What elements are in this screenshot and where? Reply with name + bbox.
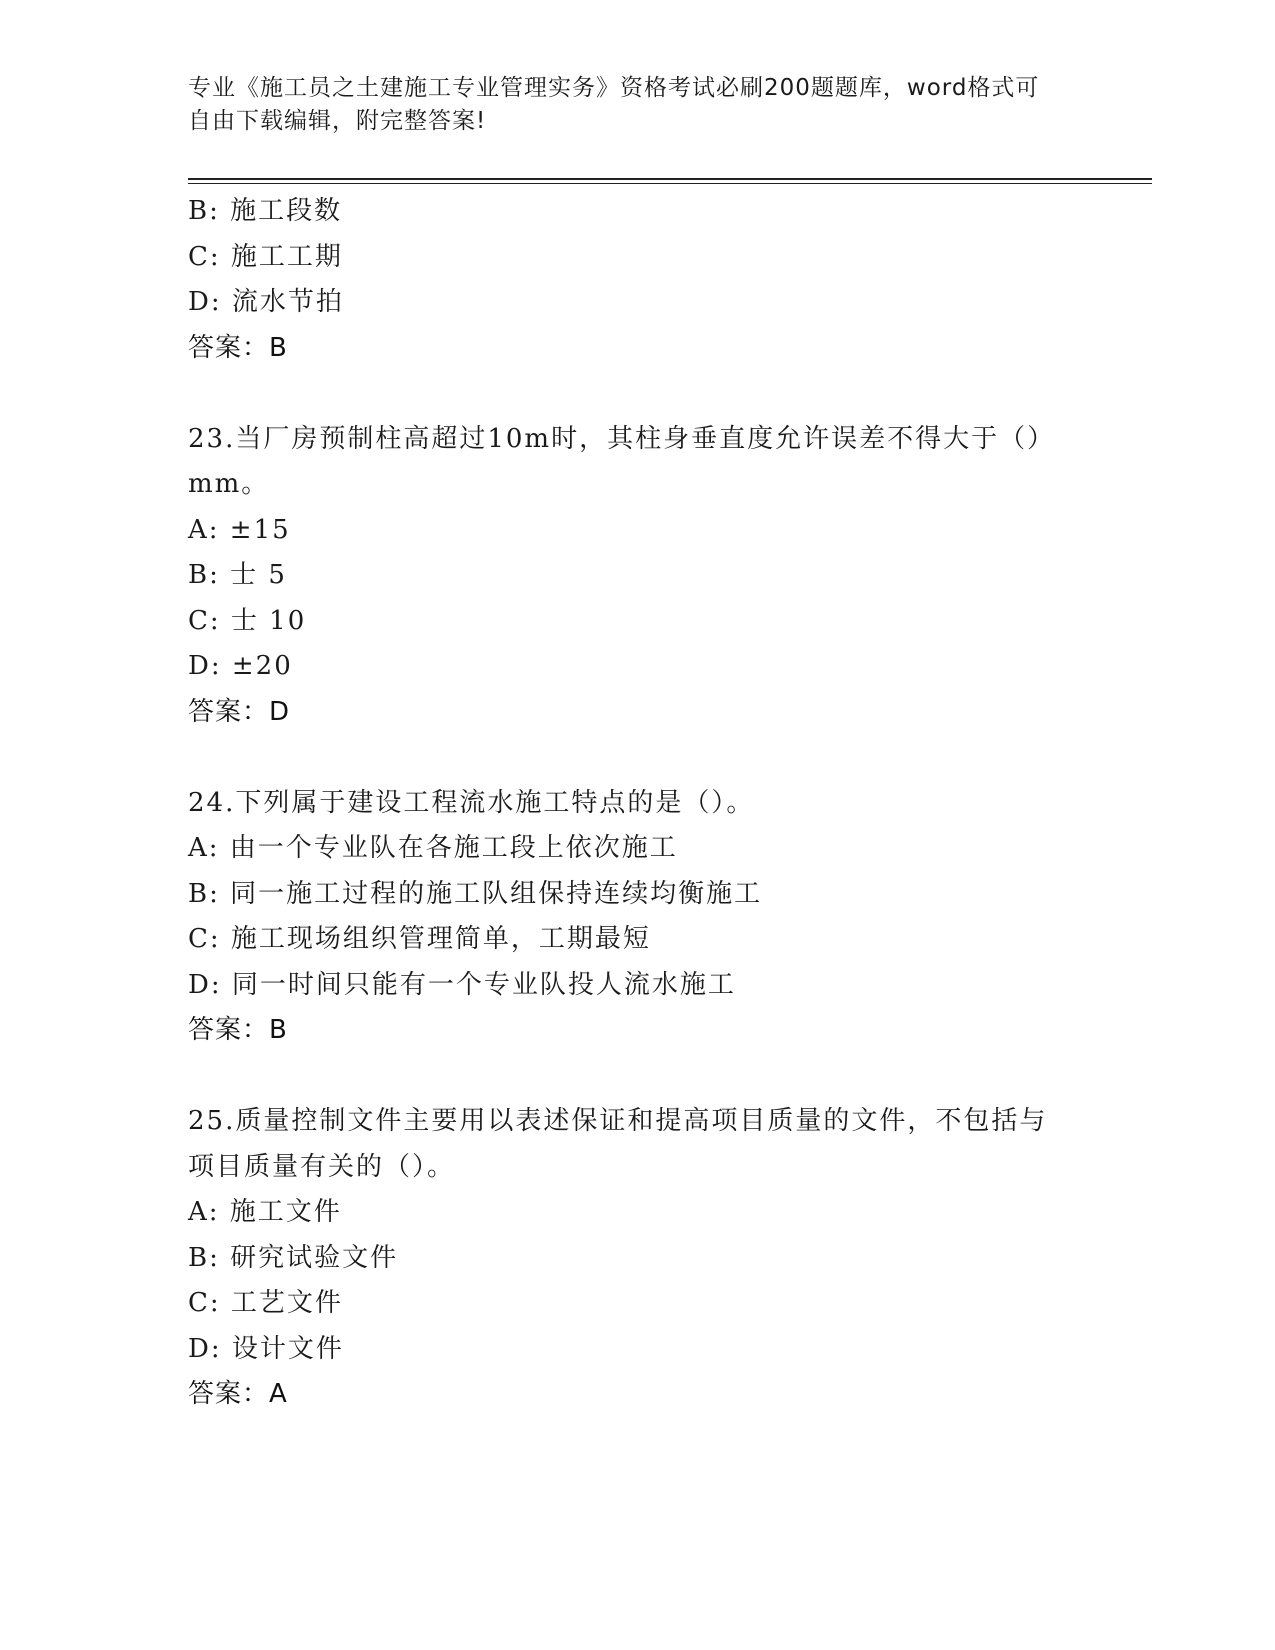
q22-answer: 答案：B (188, 332, 288, 363)
q22-option-d: D: 流水节拍 (188, 287, 344, 317)
q23-option-c: C: 士 10 (188, 605, 307, 636)
header-line-2: 自由下载编辑，附完整答案! (188, 108, 487, 134)
q22-option-c: C: 施工工期 (188, 241, 343, 272)
q25-option-b: B: 研究试验文件 (188, 1242, 399, 1273)
q25-stem-line-2: 项目质量有关的（）。 (188, 1151, 456, 1182)
q24-option-c: C: 施工现场组织管理简单，工期最短 (188, 924, 651, 954)
q23-option-b: B: 士 5 (188, 560, 287, 590)
question-22-block (188, 189, 1088, 371)
q24-stem: 24.下列属于建设工程流水施工特点的是（）。 (188, 787, 755, 818)
q23-stem-line-1: 23.当厂房预制柱高超过10m时，其柱身垂直度允许误差不得大于（） (188, 423, 1056, 454)
q24-option-a: A: 由一个专业队在各施工段上依次施工 (188, 833, 678, 863)
question-list (188, 189, 1088, 1418)
document-header (188, 72, 1068, 138)
q25-option-c: C: 工艺文件 (188, 1288, 343, 1318)
header-divider-thin (188, 183, 1152, 184)
q25-stem-line-1: 25.质量控制文件主要用以表述保证和提高项目质量的文件，不包括与 (188, 1106, 1048, 1136)
q23-stem-line-2: mm。 (188, 469, 270, 499)
q24-answer: 答案：B (188, 1015, 288, 1045)
q23-answer: 答案：D (188, 696, 291, 727)
spacer (188, 735, 1088, 781)
q22-option-b: B: 施工段数 (188, 196, 343, 226)
question-25-block (188, 1099, 1088, 1418)
question-23-block (188, 417, 1088, 736)
spacer (188, 1054, 1088, 1100)
q24-option-d: D: 同一时间只能有一个专业队投人流水施工 (188, 969, 736, 1000)
q23-option-d: D: ±20 (188, 651, 293, 681)
q25-option-d: D: 设计文件 (188, 1333, 344, 1364)
q24-option-b: B: 同一施工过程的施工队组保持连续均衡施工 (188, 878, 763, 909)
q23-option-a: A: ±15 (188, 514, 291, 545)
spacer (188, 371, 1088, 417)
q25-answer: 答案：A (188, 1379, 288, 1409)
header-line-1: 专业《施工员之土建施工专业管理实务》资格考试必刷200题题库，word格式可 (188, 75, 1040, 101)
header-divider-thick (188, 178, 1152, 180)
question-24-block (188, 781, 1088, 1054)
q25-option-a: A: 施工文件 (188, 1197, 342, 1227)
